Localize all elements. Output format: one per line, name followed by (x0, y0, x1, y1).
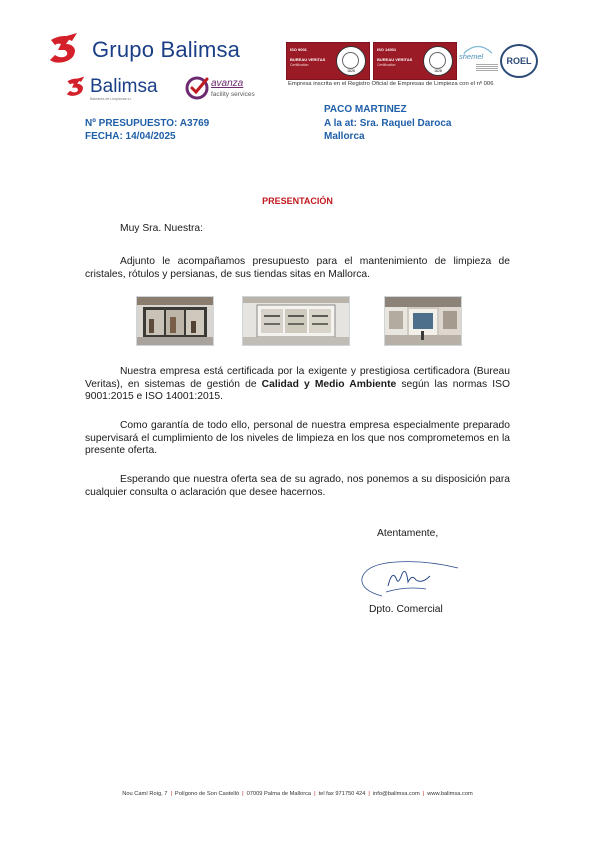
section-title: PRESENTACIÓN (262, 196, 333, 206)
footer-city: 07009 Palma de Mallorca (246, 791, 312, 797)
certification-text-start: Nuestra empresa está certificada por la exigente y prestigiosa certificadora (Bureau Veritas), en sistemas de gestión de (85, 366, 510, 390)
closing-paragraph (85, 474, 510, 499)
recipient-location: Mallorca (324, 131, 365, 142)
closing-text: Esperando que nuestra oferta sea de su agrado, nos ponemos a su disposición para cualquier consulta o aclaración que desee hacernos. (85, 474, 510, 498)
seal-year: 1828 (434, 69, 442, 73)
registry-note: Empresa inscrita en el Registro Oficial de Empresas de Limpieza con el nº 006 (288, 81, 494, 87)
footer-email: info@balimsa.com (372, 791, 420, 797)
store-interior-photo (242, 296, 350, 346)
roel-label: ROEL (506, 56, 532, 66)
certification-text-bold: Calidad y Medio Ambiente (261, 378, 397, 390)
intro-paragraph (85, 256, 510, 281)
attention-line: A la at: Sra. Raquel Daroca (324, 118, 452, 129)
avanza-title: avanza (211, 78, 244, 89)
group-title: Grupo Balimsa (92, 37, 241, 62)
brand-title: Balimsa (90, 76, 158, 97)
guarantee-text: Como garantía de todo ello, personal de nuestra empresa especialmente preparado supervisará el cumplimiento de los niveles de limpieza en los que nos comprometemos en la presente oferta. (85, 420, 510, 456)
budget-date: FECHA: 14/04/2025 (85, 131, 176, 142)
grupo-balimsa-logo-icon (47, 32, 83, 66)
seal-year: 1828 (347, 69, 355, 73)
footer-industrial-park: Polígono de Son Castelló (174, 791, 240, 797)
signature-icon (356, 556, 466, 598)
cert-iso-label: ISO 14001 (377, 47, 397, 52)
cert-type-label: Certification (377, 63, 396, 67)
footer: Nou Camí Roig, 7 | Polígono de Son Castelló | 07009 Palma de Mallorca | tel fax 971750 424 | info@balimsa.com | www.balimsa.com (122, 791, 473, 797)
greeting-paragraph (85, 223, 510, 236)
bureau-veritas-seal-icon (336, 46, 366, 76)
greeting: Muy Sra. Nuestra: (120, 223, 203, 234)
certification-text-end: según las normas ISO 9001:2015 e ISO 14001:2015. (85, 378, 511, 402)
mall-corridor-photo (384, 296, 462, 346)
department-signature: Dpto. Comercial (369, 604, 443, 615)
avanza-logo-icon (185, 76, 209, 100)
avanza-subtitle: facility services (211, 91, 255, 98)
cert-iso-label: ISO 9001 (290, 47, 307, 52)
shemel-logo: shemel (459, 52, 484, 61)
bureau-veritas-seal-icon (423, 46, 453, 76)
cert-body-label: BUREAU VERITAS (290, 57, 326, 62)
brand-subtitle: Balearea de Limpiezas s.l. (90, 97, 133, 101)
cert-body-label: BUREAU VERITAS (377, 57, 413, 62)
cert-type-label: Certification (290, 63, 309, 67)
closing-salutation: Atentamente, (377, 528, 439, 539)
footer-phone: tel fax 971750 424 (318, 791, 366, 797)
certification-paragraph (85, 366, 510, 404)
roel-logo (500, 44, 538, 78)
footer-address: Nou Camí Roig, 7 (122, 791, 168, 797)
store-front-photo (136, 296, 214, 346)
footer-website: www.balimsa.com (427, 791, 473, 797)
iso-14001-certification-badge (373, 42, 457, 80)
iso-9001-certification-badge (286, 42, 370, 80)
shemel-subtext-lines-icon (476, 63, 498, 72)
recipient-name: PACO MARTINEZ (324, 104, 407, 115)
intro-text: Adjunto le acompañamos presupuesto para el mantenimiento de limpieza de cristales, rótulos y persianas, de sus tiendas sitas en Mallorca. (85, 256, 510, 280)
guarantee-paragraph (85, 420, 510, 458)
balimsa-logo-icon (64, 76, 89, 98)
budget-number: Nº PRESUPUESTO: A3769 (85, 118, 210, 129)
